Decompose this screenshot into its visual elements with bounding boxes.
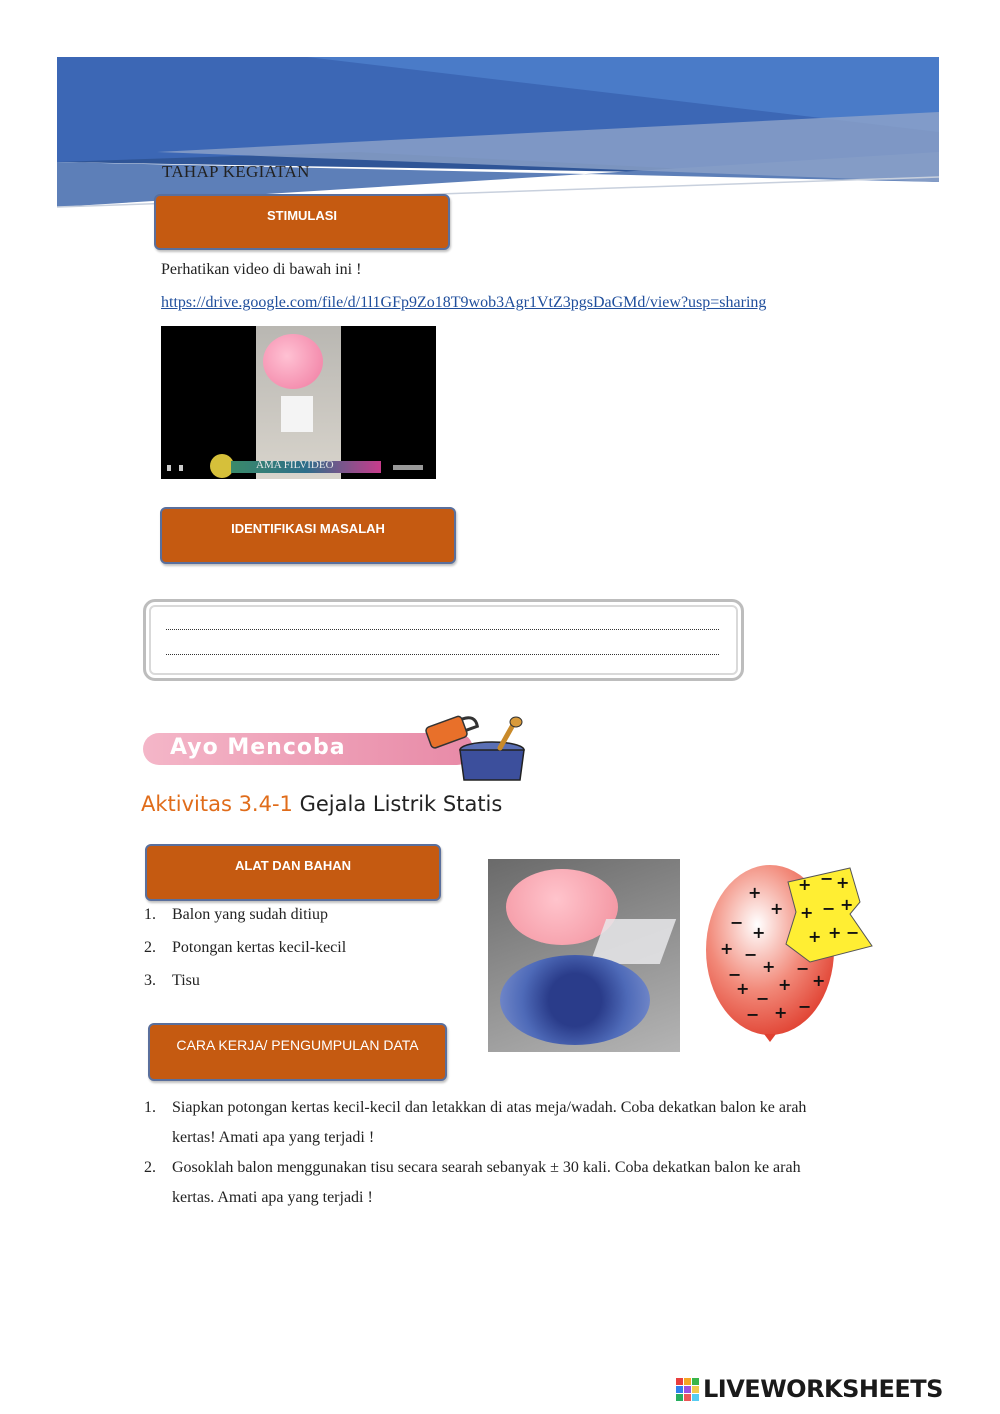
- video-controls-icon[interactable]: [393, 465, 423, 470]
- answer-line-2[interactable]: [166, 653, 719, 655]
- svg-text:+: +: [808, 927, 822, 946]
- svg-text:+: +: [770, 899, 784, 918]
- svg-text:−: −: [744, 945, 758, 964]
- ayo-mencoba-title: Ayo Mencoba: [170, 735, 346, 760]
- list-item: 1. Balon yang sudah ditiup: [144, 906, 328, 923]
- logo-icon: [676, 1378, 699, 1401]
- svg-text:−: −: [822, 899, 836, 918]
- svg-text:+: +: [748, 883, 762, 902]
- identifikasi-masalah-header: IDENTIFIKASI MASALAH: [160, 507, 456, 564]
- svg-text:+: +: [736, 979, 750, 998]
- plate-image: [500, 955, 650, 1045]
- section-title: TAHAP KEGIATAN: [162, 162, 310, 181]
- skip-icon[interactable]: [167, 465, 171, 471]
- svg-text:−: −: [728, 965, 742, 984]
- svg-text:+: +: [798, 875, 812, 894]
- svg-text:+: +: [800, 903, 814, 922]
- svg-text:−: −: [846, 923, 860, 942]
- svg-text:+: +: [752, 923, 766, 942]
- svg-text:−: −: [756, 989, 770, 1008]
- stimulasi-header: STIMULASI: [154, 194, 450, 250]
- footer-brand: LIVEWORKSHEETS: [703, 1375, 943, 1403]
- balloon-image: [263, 334, 323, 389]
- procedure-steps: [144, 1093, 844, 1213]
- activity-heading: [141, 792, 502, 816]
- cara-kerja-header: CARA KERJA/ PENGUMPULAN DATA: [148, 1023, 447, 1081]
- charged-balloon-illustration: [700, 862, 880, 1047]
- alat-bahan-header: ALAT DAN BAHAN: [145, 844, 441, 901]
- svg-text:+: +: [762, 957, 776, 976]
- svg-text:−: −: [796, 959, 810, 978]
- svg-text:−: −: [746, 1005, 760, 1024]
- svg-text:+: +: [778, 975, 792, 994]
- svg-text:+: +: [720, 939, 734, 958]
- activity-title: Gejala Listrik Statis: [292, 792, 503, 816]
- header-banner: [57, 57, 939, 217]
- svg-text:−: −: [798, 997, 812, 1016]
- paper-image: [281, 396, 313, 432]
- list-item: 2. Gosoklah balon menggunakan tisu secara searah sebanyak ± 30 kali. Coba dekatkan balon ke arah kertas. Amati apa yang terjadi !: [144, 1159, 801, 1206]
- video-thumbnail[interactable]: [161, 326, 436, 479]
- svg-text:+: +: [840, 895, 854, 914]
- list-item: 2. Potongan kertas kecil-kecil: [144, 939, 347, 956]
- svg-text:+: +: [828, 923, 842, 942]
- svg-text:+: +: [774, 1003, 788, 1022]
- liveworksheets-logo[interactable]: [676, 1377, 943, 1401]
- svg-text:−: −: [730, 913, 744, 932]
- video-watermark: AMA FILVIDEO: [256, 459, 334, 471]
- materials-list: [144, 906, 346, 1005]
- cooking-pot-icon: [420, 708, 530, 783]
- pause-icon[interactable]: [179, 465, 183, 471]
- balloon-photo: [488, 859, 680, 1052]
- answer-box[interactable]: [143, 599, 744, 681]
- list-item: 1. Siapkan potongan kertas kecil-kecil dan letakkan di atas meja/wadah. Coba dekatkan balon ke arah kertas! Amati apa yang terjadi !: [144, 1099, 807, 1146]
- svg-text:−: −: [820, 869, 834, 888]
- svg-text:+: +: [812, 971, 826, 990]
- instruction-text: Perhatikan video di bawah ini !: [161, 261, 362, 278]
- svg-text:+: +: [836, 873, 850, 892]
- activity-number: Aktivitas 3.4-1: [141, 792, 293, 816]
- list-item: 3. Tisu: [144, 972, 200, 989]
- video-link[interactable]: https://drive.google.com/file/d/1l1GFp9Zo18T9wob3Agr1VtZ3pgsDaGMd/view?usp=sharing: [161, 294, 767, 311]
- answer-line-1[interactable]: [166, 628, 719, 630]
